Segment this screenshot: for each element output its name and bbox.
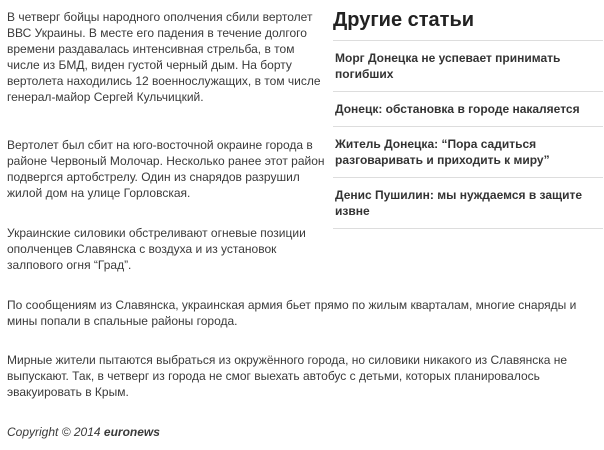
copyright-brand: euronews	[103, 425, 160, 439]
article-paragraph: Вертолет был сбит на юго-восточной окраине города в районе Червоный Молочар. Несколько ранее этот район подвергся артобстрелу. Один из снарядов разрушил жилой дом на улице Горловская.	[7, 138, 325, 200]
related-article-link[interactable]: Морг Донецка не успевает принимать погибших	[335, 51, 561, 81]
article-paragraph: Украинские силовики обстреливают огневые позиции ополченцев Славянска с воздуха и из установок залпового огня “Град”.	[7, 226, 306, 272]
related-articles-list	[333, 41, 603, 229]
sidebar-title: Другие статьи	[333, 8, 603, 41]
related-article-link[interactable]: Донецк: обстановка в городе накаляется	[335, 102, 580, 116]
article-paragraph: Мирные жители пытаются выбраться из окружённого города, но силовики никакого из Славянска не выпускают. Так, в четверг из города не смог выехать автобус с детьми, которых планировалось эвакуировать в Крым.	[7, 353, 568, 399]
related-article-item	[333, 41, 603, 92]
related-articles-sidebar	[333, 8, 603, 229]
related-article-link[interactable]: Житель Донецка: “Пора садиться разговаривать и приходить к миру”	[335, 137, 550, 167]
copyright-prefix: Copyright © 2014	[7, 425, 104, 439]
article-paragraph: По сообщениям из Славянска, украинская армия бьет прямо по жилым кварталам, многие снаряды и мины попали в спальные районы города.	[7, 298, 577, 328]
related-article-item	[333, 92, 603, 127]
related-article-item	[333, 178, 603, 229]
related-article-item	[333, 127, 603, 178]
copyright-notice	[7, 424, 160, 440]
related-article-link[interactable]: Денис Пушилин: мы нуждаемся в защите извне	[335, 188, 583, 218]
article-paragraph: В четверг бойцы народного ополчения сбили вертолет ВВС Украины. В месте его падения в течение долгого времени раздавалась интенсивная стрельба, в том числе из БМД, виден густой черный дым. На борту вертолета находились 12 военнослужащих, в том числе генерал-майор Сергей Кульчицкий.	[7, 10, 321, 104]
